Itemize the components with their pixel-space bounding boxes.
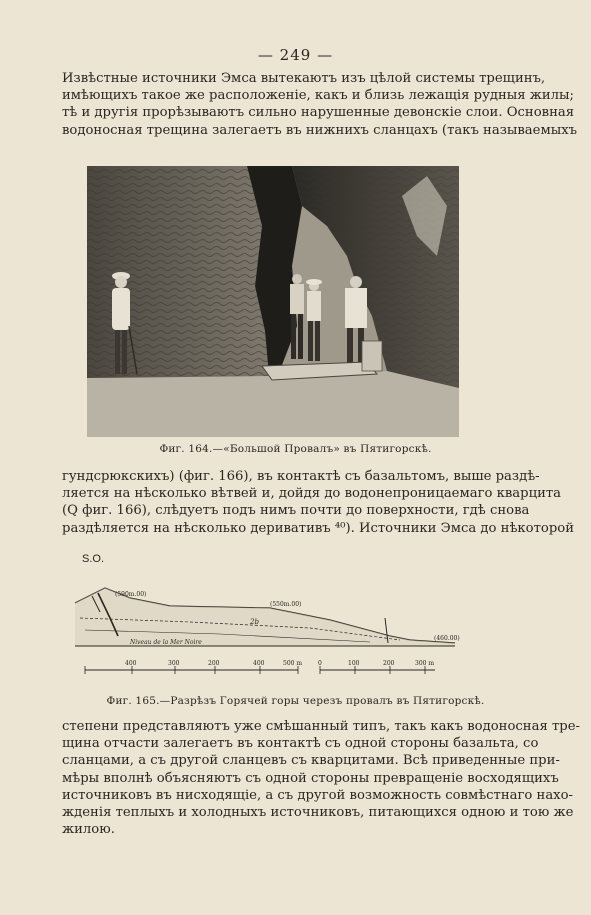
elevation-right: (460.00) (434, 635, 460, 642)
scale-tick: 400 (253, 660, 265, 667)
text-line: ляется на нѣсколько вѣтвей и, дойдя до водонепроницаемаго кварцита (62, 486, 562, 502)
cave-photo-illustration (87, 166, 459, 437)
cross-section-diagram (70, 548, 470, 688)
text-line: жденія теплыхъ и холодныхъ источниковъ, питающихся одною и тою же (62, 805, 574, 821)
text-line: сланцами, а съ другой сланцевъ съ кварцитами. Всѣ приведенные при- (62, 753, 560, 769)
geological-cross-section (70, 548, 470, 688)
scale-bar-left (85, 660, 302, 674)
text-line: мѣры вполнѣ объясняютъ съ одной стороны превращеніе восходящихъ (62, 770, 559, 786)
scale-tick: 0 (318, 660, 322, 667)
figure-165-caption: Фиг. 165.—Разрѣзъ Горячей горы черезъ провалъ въ Пятигорскѣ. (106, 695, 485, 707)
text-line: гундсрюкскихъ) (фиг. 166), въ контактѣ съ базальтомъ, выше раздѣ- (62, 469, 540, 484)
text-line: имѣющихъ такое же расположеніе, какъ и близь лежащія рудныя жилы; (62, 88, 574, 104)
text-line: (Q фиг. 166), слѣдуетъ подъ нимъ почти до поверхности, гдѣ снова (62, 503, 530, 519)
figure-164-caption: Фиг. 164.—«Большой Провалъ» въ Пятигорскѣ. (159, 443, 432, 455)
scale-tick: 200 (383, 660, 395, 667)
elevation-left: (590m.00) (115, 591, 147, 598)
paragraph-1 (62, 70, 578, 139)
text-line: раздѣляется на нѣсколько деривативъ ⁴⁰). Источники Эмса до нѣкоторой (62, 520, 574, 536)
scale-tick: 500 m (283, 660, 303, 667)
text-line: щина отчасти залегаетъ въ контактѣ съ одной стороны базальта, со (62, 736, 539, 752)
scale-tick: 300 m (415, 660, 435, 667)
text-line: источниковъ въ нисходящіе, а съ другой возможность совмѣстнаго нахо- (62, 787, 574, 803)
text-line: степени представляютъ уже смѣшанный типъ, такъ какъ водоносная тре- (62, 719, 580, 734)
text-line: водоносная трещина залегаетъ въ нижнихъ сланцахъ (такъ называемыхъ (62, 122, 578, 138)
scale-tick: 300 (168, 660, 180, 667)
sea-level-text: Niveau de la Mer Noire (130, 639, 202, 646)
scale-tick: 400 (125, 660, 137, 667)
text-line: тѣ и другія прорѣзываютъ сильно нарушенные девонскіе слои. Основная (62, 105, 575, 121)
elevation-mid: (550m.00) (270, 601, 302, 608)
text-line: жилою. (62, 822, 115, 838)
page-number: — 249 — (257, 46, 334, 64)
orientation-label: S.O. (82, 553, 105, 565)
scale-tick: 200 (208, 660, 220, 667)
cave-photograph (87, 166, 459, 437)
scale-tick: 100 (348, 660, 360, 667)
label-2b: 2b (250, 618, 259, 626)
text-line: Извѣстные источники Эмса вытекаютъ изъ цѣлой системы трещинъ, (62, 71, 546, 86)
paragraph-2 (62, 468, 574, 537)
paragraph-3 (62, 718, 580, 838)
scale-bar-right (318, 660, 434, 674)
